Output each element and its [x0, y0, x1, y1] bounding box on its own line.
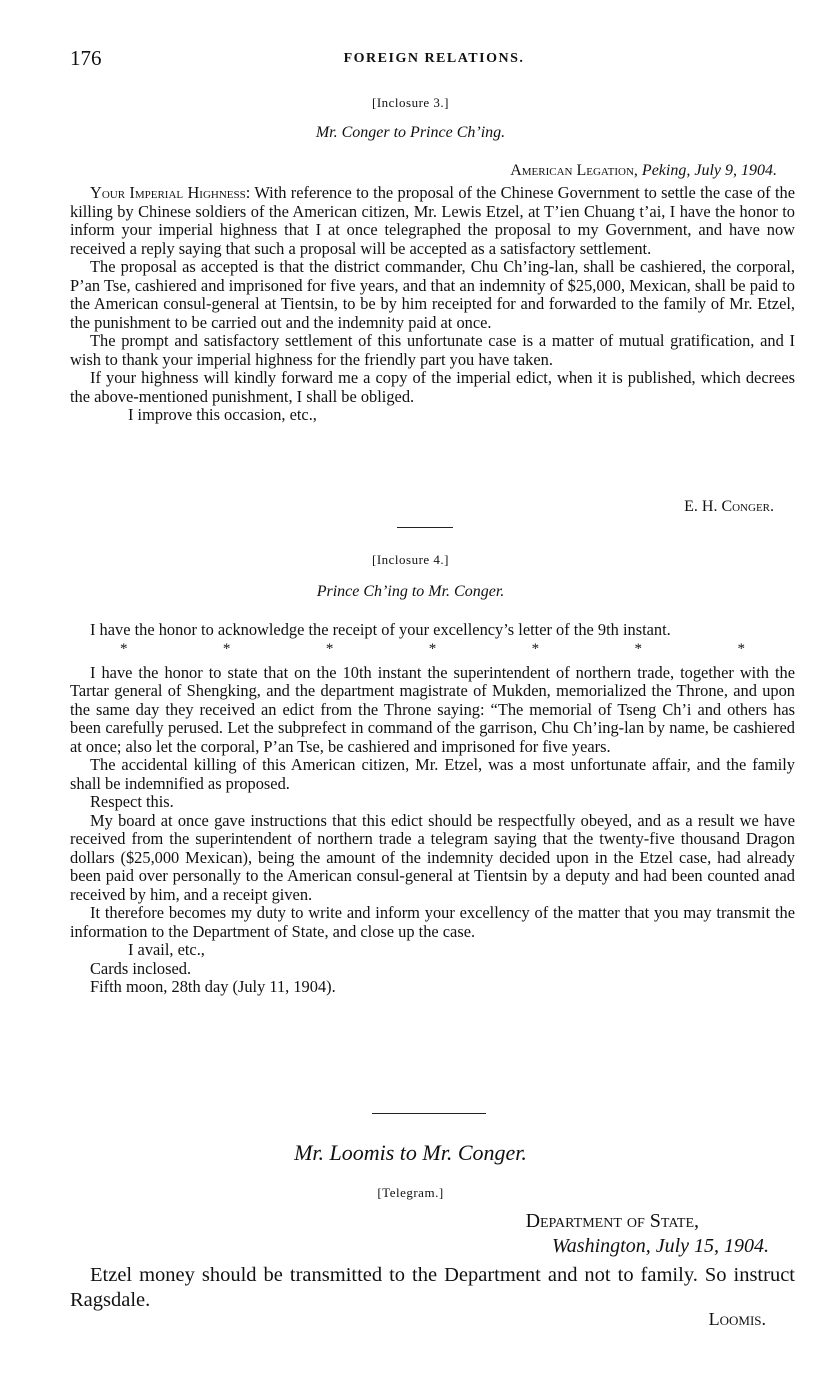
star: *: [120, 640, 128, 657]
inclosure-4-title: Prince Ch’ing to Mr. Conger.: [316, 583, 505, 600]
closing: I avail, etc.,: [128, 940, 205, 959]
paragraph: Respect this.: [90, 792, 174, 811]
star: *: [531, 640, 540, 657]
chinese-dateline: Fifth moon, 28th day (July 11, 1904).: [90, 977, 336, 996]
inclosure-3-dateline: [510, 162, 777, 180]
paragraph: My board at once gave instructions that this edict should be respectfully obeyed, and as a result we have received from the superintendent of northern trade a telegram saying that the twenty-five thousand Dragon dollars ($25,000 Mexican), being the amount of the indemnity decided upon in the Etzel case, had already been paid over personally to the American consul-general at Tientsin by a deputy and had been counted anad received by him, and a receipt given.: [70, 810, 795, 904]
ellipsis-stars: [70, 640, 795, 658]
star: *: [428, 640, 437, 657]
paragraph: The proposal as accepted is that the district commander, Chu Ch’ing-lan, shall be cashiered, the corporal, P’an Tse, cashiered and imprisoned for five years, and that an indemnity of $25,000, Mexican, shall be paid to the American consul-general at Tientsin, to be by him receipted for and forwarded to the family of Mr. Etzel, the punishment to be carried out and the indemnity paid at once.: [70, 257, 795, 332]
telegram-body: [70, 1263, 795, 1313]
star: *: [325, 640, 334, 657]
paragraph: If your highness will kindly forward me a copy of the imperial edict, when it is published, which decrees the above-mentioned punishment, I shall be obliged.: [70, 368, 795, 406]
page-header: [70, 46, 798, 70]
telegram-label: [Telegram.]: [377, 1185, 444, 1200]
inclosure-3-place: American Legation,: [510, 162, 638, 179]
inclosure-3-body: [70, 184, 795, 425]
star: *: [634, 640, 643, 657]
paragraph: With reference to the proposal of the Chinese Government to settle the case of the killing by Chinese soldiers of the American citizen, Mr. Lewis Etzel, at T’ien Chuang t’ai, I have the honor to inform your imperial highness that I at once telegraphed the proposal to my Government, and have now received a reply saying that such a proposal will be accepted as a satisfactory settlement.: [70, 183, 795, 258]
running-head: FOREIGN RELATIONS.: [343, 51, 525, 66]
section-divider: [372, 1113, 486, 1114]
inclosure-3-date: Peking, July 9, 1904.: [641, 162, 777, 179]
paragraph: I have the honor to state that on the 10th instant the superintendent of northern trade, together with the Tartar general of Shengking, and the department magistrate of Mukden, memorialized the Throne, and upon the same day they received an edict from the Throne saying: “The memorial of Tseng Ch’i and others has been carefully perused. Let the subprefect in command of the garrison, Chu Ch’ing-lan by name, be cashiered at once; also let the corporal, P’an Tse, be cashiered and imprisoned for five years.: [70, 662, 795, 756]
inclosure-4-label: [Inclosure 4.]: [371, 552, 450, 567]
closing: I improve this occasion, etc.,: [128, 405, 317, 424]
telegram-text: Etzel money should be transmitted to the Department and not to family. So instruct Ragsdale.: [70, 1264, 795, 1311]
inclosure-3-title: Mr. Conger to Prince Ch’ing.: [315, 124, 506, 141]
inclosure-3-label: [Inclosure 3.]: [371, 95, 450, 110]
salutation: Your Imperial Highness:: [90, 183, 251, 202]
page-number: 176: [70, 46, 102, 70]
signature-conger: E. H. Conger.: [684, 498, 774, 515]
paragraph: The prompt and satisfactory settlement of this unfortunate case is a matter of mutual gratification, and I wish to thank your imperial highness for the friendly part you have taken.: [70, 331, 795, 369]
star: *: [737, 640, 745, 657]
signature-loomis: Loomis.: [708, 1309, 766, 1329]
telegram-date: Washington, July 15, 1904.: [551, 1235, 769, 1257]
enclosure-note: Cards inclosed.: [90, 958, 192, 978]
telegram-place: Department of State,: [525, 1210, 699, 1232]
telegram-title: Mr. Loomis to Mr. Conger.: [294, 1140, 527, 1165]
paragraph: I have the honor to acknowledge the receipt of your excellency’s letter of the 9th instant.: [90, 620, 671, 639]
section-divider: [397, 527, 453, 528]
paragraph: It therefore becomes my duty to write and inform your excellency of the matter that you may transmit the information to the Department of State, and close up the case.: [70, 903, 795, 941]
inclosure-4-body: [70, 621, 795, 997]
paragraph: The accidental killing of this American citizen, Mr. Etzel, was a most unfortunate affair, and the family shall be indemnified as proposed.: [70, 755, 795, 793]
star: *: [222, 640, 231, 657]
